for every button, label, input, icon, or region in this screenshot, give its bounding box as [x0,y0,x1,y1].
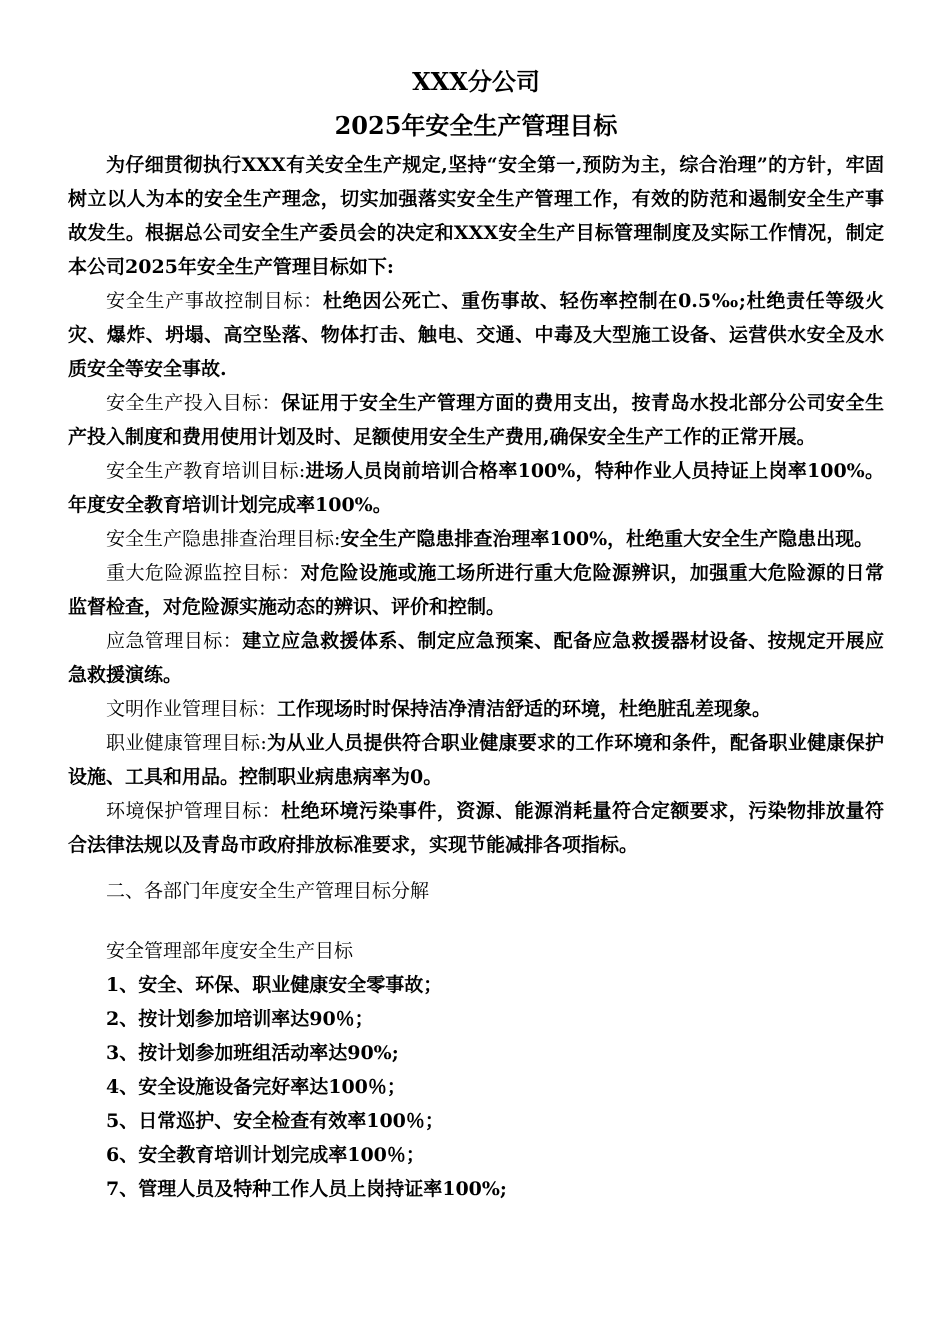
list-item: 2、按计划参加培训率达90％； [106,1008,374,1030]
goal-paragraph [68,284,884,386]
department-subheading: 安全管理部年度安全生产目标 [106,940,354,962]
goal-paragraph [68,386,884,454]
section-heading: 二、各部门年度安全生产管理目标分解 [106,880,430,902]
goal-head: 安全生产投入目标： [106,392,282,414]
goal-paragraph [68,522,884,556]
list-item: 1、安全、环保、职业健康安全零事故； [106,974,443,996]
goal-head: 安全生产事故控制目标： [106,290,323,312]
goal-body: 工作现场时时保持洁净清洁舒适的环境，杜绝脏乱差现象。 [277,698,772,720]
goal-head: 应急管理目标： [106,630,243,652]
goal-head: 安全生产教育培训目标: [106,460,306,482]
goal-body: 保证用于安全生产管理方面的费用支出，按青岛水投北部分公司安全生产投入制度和费用使用计划及时、足额使用安全生产费用,确保安全生产工作的正常开展。 [68,392,884,448]
goal-paragraph [68,794,884,862]
goals-list [68,284,884,862]
company-title: XXX分公司 [412,67,540,96]
list-item: 4、安全设施设备完好率达100％； [106,1076,406,1098]
goal-paragraph [68,454,884,522]
list-item: 5、日常巡护、安全检查有效率100％； [106,1110,444,1132]
goal-paragraph [68,624,884,692]
list-item: 6、安全教育培训计划完成率100％； [106,1144,425,1166]
goal-body: 为从业人员提供符合职业健康要求的工作环境和条件，配备职业健康保护设施、工具和用品。控制职业病患病率为0。 [68,732,884,788]
goal-body: 安全生产隐患排查治理率100%，杜绝重大安全生产隐患出现。 [340,528,874,550]
goal-paragraph [68,556,884,624]
goal-head: 重大危险源监控目标： [106,562,301,584]
department-goal-list [68,968,884,1206]
goal-paragraph [68,692,884,726]
intro-paragraph: 为仔细贯彻执行XXX有关安全生产规定,坚持“安全第一,预防为主，综合治理”的方针，牢固树立以人为本的安全生产理念，切实加强落实安全生产管理工作，有效的防范和遏制安全生产事故发生。根据总公司安全生产委员会的决定和XXX安全生产目标管理制度及实际工作情况，制定本公司2025年安全生产管理目标如下: [68,154,884,278]
goal-paragraph [68,726,884,794]
goal-head: 安全生产隐患排查治理目标: [106,528,341,550]
goal-head: 环境保护管理目标： [106,800,282,822]
goal-body: 对危险设施或施工场所进行重大危险源辨识，加强重大危险源的日常监督检查，对危险源实施动态的辨识、评价和控制。 [68,562,884,618]
list-item: 7、管理人员及特种工作人员上岗持证率100%; [106,1178,507,1200]
document-title: 2025年安全生产管理目标 [334,111,618,140]
list-item: 3、按计划参加班组活动率达90%; [106,1042,399,1064]
goal-body: 杜绝环境污染事件，资源、能源消耗量符合定额要求，污染物排放量符合法律法规以及青岛市政府排放标准要求，实现节能减排各项指标。 [68,800,884,856]
goal-head: 职业健康管理目标: [106,732,267,754]
goal-body: 杜绝因公死亡、重伤事故、轻伤率控制在0.5‰;杜绝责任等级火灾、爆炸、坍塌、高空坠落、物体打击、触电、交通、中毒及大型施工设备、运营供水安全及水质安全等安全事故. [68,290,884,380]
goal-body: 建立应急救援体系、制定应急预案、配备应急救援器材设备、按规定开展应急救援演练。 [68,630,884,686]
goal-body: 进场人员岗前培训合格率100%，特种作业人员持证上岗率100%。年度安全教育培训计划完成率100%。 [68,460,884,516]
goal-head: 文明作业管理目标： [106,698,278,720]
